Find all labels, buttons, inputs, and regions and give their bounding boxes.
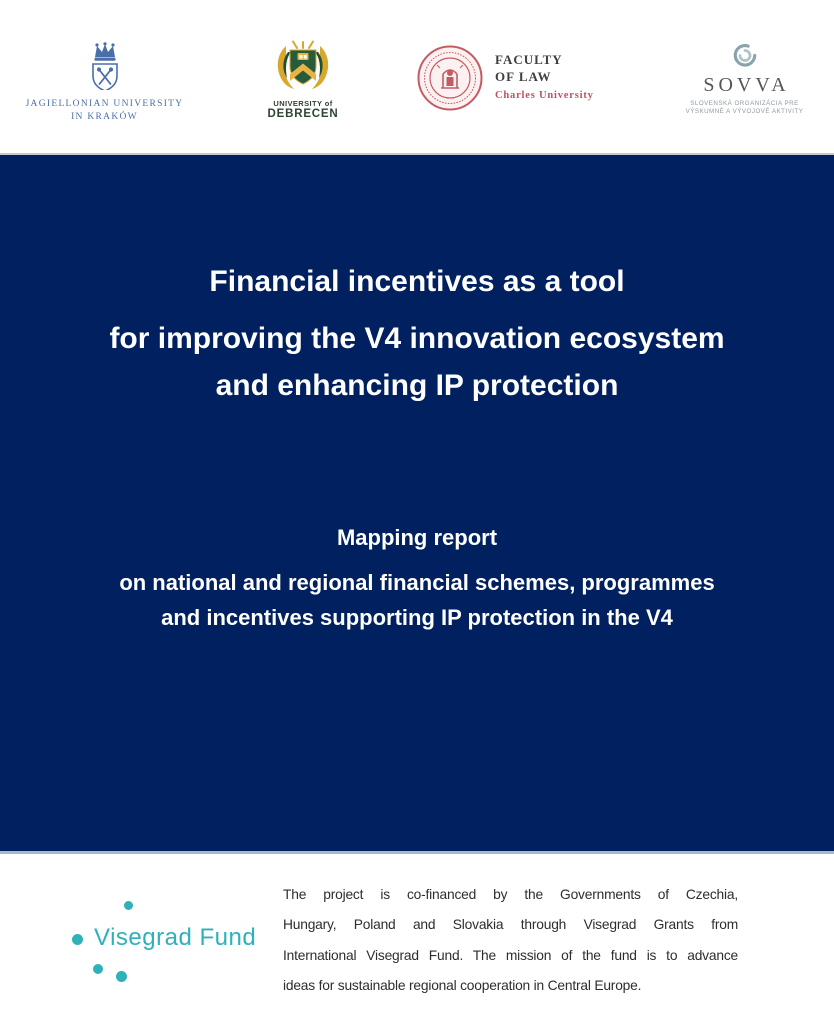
funding-statement-line4: ideas for sustainable regional cooperation in Central Europe. — [283, 977, 642, 993]
report-subtitle — [0, 565, 834, 635]
report-title-line2: for improving the V4 innovation ecosystem — [109, 322, 725, 355]
funding-statement-line2: Hungary, Poland and Slovakia through Visegrad Grants from — [283, 917, 738, 933]
charles-university-faculty-of-law-logo — [417, 45, 594, 111]
funding-statement-line3: International Visegrad Fund. The mission of the fund is to advance — [283, 947, 738, 963]
sovva-tagline-line1: SLOVENSKÁ ORGANIZÁCIA PRE — [690, 100, 799, 107]
jagiellonian-university-logo — [22, 42, 187, 124]
debrecen-name-line1: UNIVERSITY of — [273, 99, 333, 108]
partner-logos-band — [0, 0, 834, 153]
funding-statement — [283, 880, 738, 1001]
cover-title-block — [0, 153, 834, 854]
debrecen-name-line2: DEBRECEN — [267, 108, 339, 120]
jagiellonian-crest-icon — [89, 42, 121, 90]
sovva-tagline-line2: VÝSKUMNÉ A VÝVOJOVÉ AKTIVITY — [685, 107, 804, 115]
report-subtitle-line2: and incentives supporting IP protection in the V4 — [161, 605, 673, 630]
footer-band — [0, 854, 834, 1024]
jagiellonian-name-line1: JAGIELLONIAN UNIVERSITY — [25, 99, 184, 109]
sovva-name: SOVVA — [703, 74, 790, 96]
charles-university-name: Charles University — [495, 90, 594, 101]
report-subtitle-heading: Mapping report — [336, 525, 498, 550]
funding-statement-line1: The project is co-financed by the Governments of Czechia, — [283, 887, 738, 902]
jagiellonian-logo-text — [22, 98, 187, 124]
report-title-line1: Financial incentives as a tool — [209, 265, 625, 298]
visegrad-dot-icon — [124, 901, 133, 910]
sovva-swirl-icon — [733, 44, 757, 67]
report-title-line3: and enhancing IP protection — [215, 369, 619, 402]
charles-faculty-line1: FACULTY — [495, 52, 563, 67]
report-subtitle-line1: on national and regional financial schemes, programmes — [119, 570, 715, 595]
visegrad-dot-icon — [72, 934, 83, 945]
charles-university-seal-icon — [417, 45, 483, 111]
debrecen-crest-icon — [270, 40, 336, 93]
jagiellonian-name-line2: IN KRAKÓW — [71, 112, 138, 122]
sovva-logo — [682, 44, 807, 115]
university-of-debrecen-logo — [262, 40, 344, 120]
debrecen-logo-text — [262, 99, 344, 120]
sovva-tagline — [682, 100, 807, 115]
report-title — [0, 155, 834, 409]
visegrad-dot-icon — [93, 964, 103, 974]
charles-logo-text — [495, 45, 594, 111]
charles-faculty-line2: OF LAW — [495, 69, 552, 84]
visegrad-dot-icon — [116, 971, 127, 982]
visegrad-fund-wordmark: Visegrad Fund — [94, 924, 257, 951]
